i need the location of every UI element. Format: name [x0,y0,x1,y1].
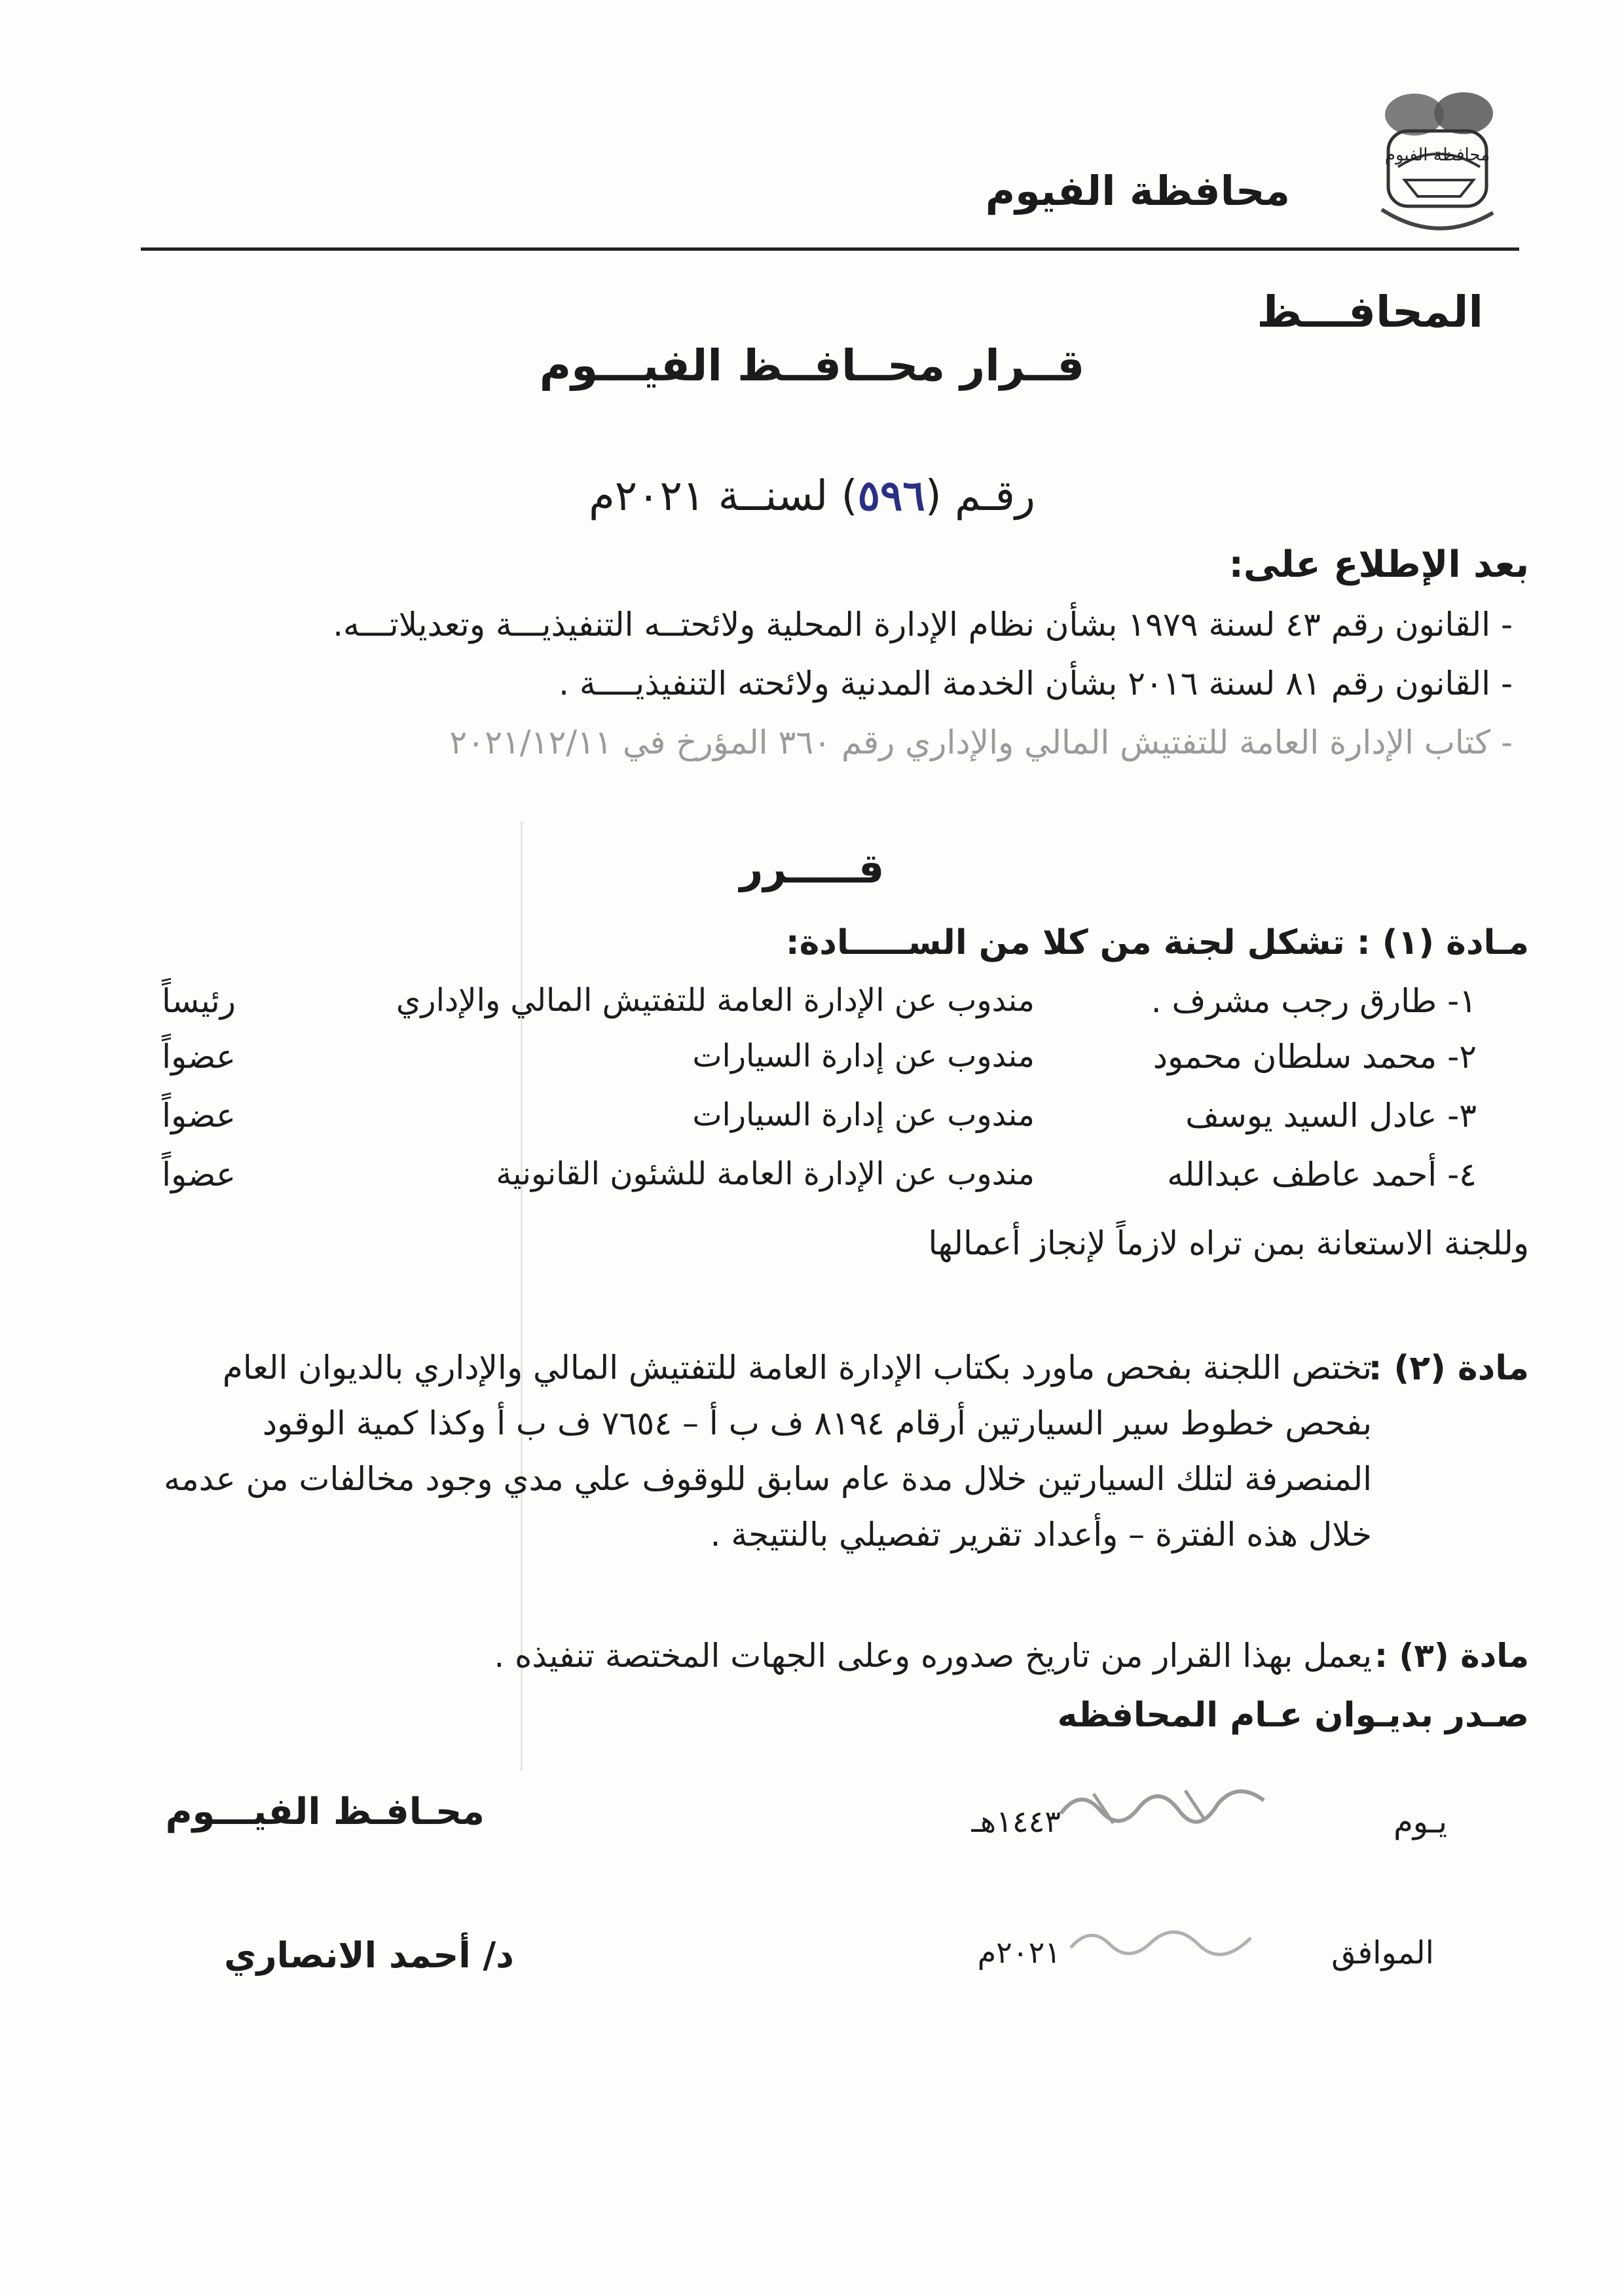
governorate-logo [1375,88,1500,239]
preamble-item: - القانون رقم ٤٣ لسنة ١٩٧٩ بشأن نظام الإدارة المحلية ولائحتــه التنفيذيـــة وتعديلاتـــه. [333,606,1513,644]
member-name: ٢- محمد سلطان محمود [1153,1038,1477,1076]
member-role: عضواً [162,1038,236,1076]
article-1-intro: مـادة (١) : تشكل لجنة من كلا من الســـــادة: [785,923,1529,962]
decree-title: قــرار محــافــظ الفيـــوم [539,340,1085,391]
decision-heading: قـــــرر [739,845,885,892]
office-title: المحافـــظ [1257,287,1483,337]
decree-number-handwritten: ٥٩٦ [857,471,925,520]
member-name: ٤- أحمد عاطف عبدالله [1167,1156,1477,1194]
gregorian-date-label: الموافق [1331,1935,1434,1971]
signer-name: د/ أحمد الانصاري [224,1935,514,1976]
decree-number-prefix: رقـم ( [925,472,1035,520]
decree-number [0,471,1624,520]
gregorian-year: ٢٠٢١م [977,1935,1061,1970]
article-2-line: تختص اللجنة بفحص ماورد بكتاب الإدارة العامة للتفتيش المالي والإداري بالديوان العام [222,1349,1372,1387]
hijri-date-label: يـوم [1393,1804,1447,1840]
member-representing: مندوب عن إدارة السيارات [692,1038,1035,1074]
logo-text: محافظة الفيوم [1384,145,1490,165]
member-name: ١- طارق رجب مشرف . [1151,982,1477,1020]
governorate-name: محافظة الفيوم [985,167,1290,215]
hijri-year: ١٤٤٣هـ [971,1804,1061,1839]
scan-margin-mark [521,822,523,1771]
signer-title: محـافـظ الفيـــوم [165,1791,485,1833]
article-3-title: مادة (٣) : [1375,1637,1529,1675]
handwritten-date-scribble [1054,1774,1277,1833]
article-2-line: خلال هذه الفترة – وأعداد تقرير تفصيلي بالنتيجة . [710,1516,1372,1554]
handwritten-date-scribble [1061,1915,1257,1967]
member-name: ٣- عادل السيد يوسف [1185,1097,1477,1135]
member-role: عضواً [162,1097,236,1135]
member-representing: مندوب عن إدارة السيارات [692,1097,1035,1133]
article-2-title: مادة (٢) : [1368,1349,1529,1388]
article-2-line: بفحص خطوط سير السيارتين أرقام ٨١٩٤ ف ب أ – ٧٦٥٤ ف ب أ وكذا كمية الوقود [262,1404,1372,1442]
member-representing: مندوب عن الإدارة العامة للتفتيش المالي والإداري [396,982,1035,1019]
preamble-heading: بعد الإطلاع على: [1228,543,1529,586]
preamble-item: - كتاب الإدارة العامة للتفتيش المالي والإداري رقم ٣٦٠ المؤرخ في ٢٠٢١/١٢/١١ [449,723,1513,761]
article-3-text: يعمل بهذا القرار من تاريخ صدوره وعلى الجهات المختصة تنفيذه . [494,1637,1372,1675]
article-2-line: المنصرفة لتلك السيارتين خلال مدة عام سابق للوقوف علي مدي وجود مخالفات من عدمه [164,1460,1372,1498]
member-representing: مندوب عن الإدارة العامة للشئون القانونية [496,1156,1035,1192]
issued-statement: صـدر بديـوان عـام المحافظه [1057,1696,1529,1735]
member-role: عضواً [162,1156,236,1194]
preamble-item: - القانون رقم ٨١ لسنة ٢٠١٦ بشأن الخدمة المدنية ولائحته التنفيذيــــة . [559,665,1513,702]
decree-number-suffix: ) لسنــة ٢٠٢١م [589,472,858,520]
header-divider [141,247,1519,251]
member-role: رئيساً [162,982,236,1020]
article-1-assistance: وللجنة الاستعانة بمن تراه لازماً لإنجاز أعمالها [928,1224,1529,1262]
